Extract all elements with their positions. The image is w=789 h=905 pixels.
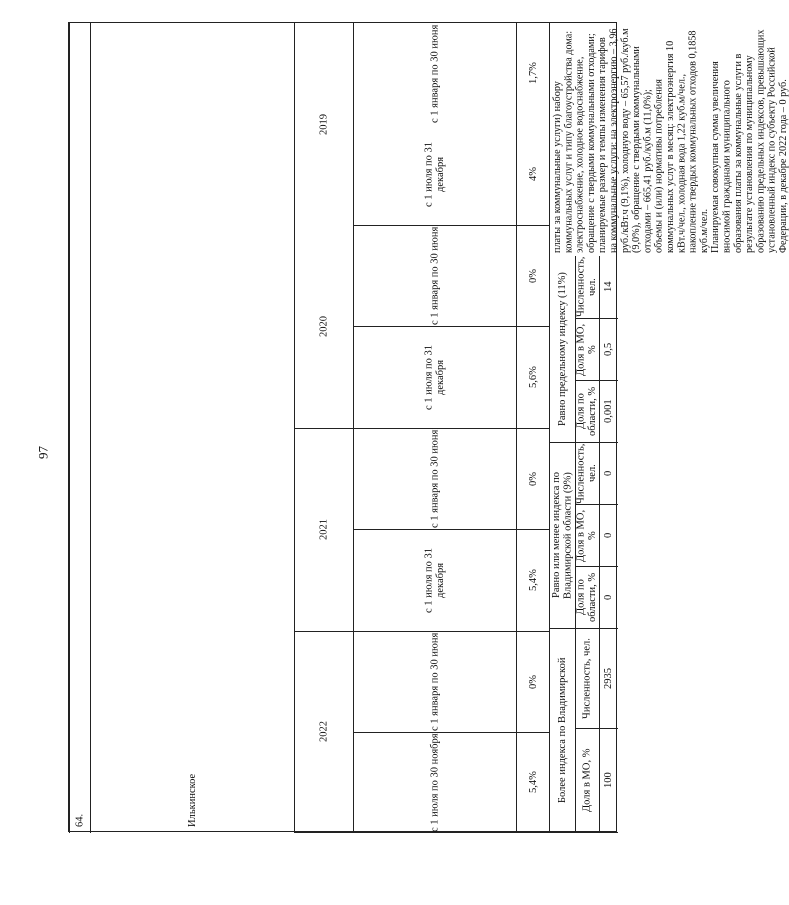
period-dates: с 1 июля по 30 ноября — [353, 733, 516, 833]
period-dates: с 1 января по 30 июня — [353, 23, 516, 124]
description-paragraph: платы за коммунальные услуги) набору коммунальных услуг и типу благоустройства дома: электроснабжение, холодное водоснабжение, обращение с твердыми коммунальными отходами; — [552, 30, 597, 253]
settlement-name: Илькинское — [90, 23, 294, 833]
column-rule — [549, 23, 550, 833]
page-number: 97 — [35, 446, 51, 460]
tariff-table — [68, 22, 789, 832]
column-rule — [599, 256, 600, 833]
year-cell-2020: 2020 — [294, 226, 353, 429]
period-dates: с 1 января по 30 июня — [353, 226, 516, 327]
year-cell-2019: 2019 — [294, 23, 353, 226]
metric-value: 0 — [599, 567, 618, 629]
metric-label: Численность, чел. — [575, 256, 598, 318]
description-paragraph: объемы и (или) нормативы потребления коммунальных услуг в месяц: электроэнергия 10 кВт.ч/чел., холодная вода 1,22 куб.м/чел., накопление твердых коммунальных отходов 0,1858 куб.м/чел. — [653, 30, 710, 253]
metric-value: 0 — [599, 443, 618, 505]
period-dates: с 1 января по 30 июня — [353, 632, 516, 733]
metric-label: Доля в МО, % — [575, 505, 599, 567]
metric-value: 0,001 — [599, 381, 618, 443]
metric-label: Численность, чел. — [575, 629, 599, 729]
column-rule — [575, 256, 576, 833]
metric-value: 0,5 — [599, 319, 618, 381]
metric-label: Доля по области, % — [575, 567, 599, 629]
metric-label: Доля в МО, % — [575, 319, 599, 381]
row-index: 64. — [69, 23, 90, 833]
index-value: 5,4% — [516, 530, 550, 632]
index-value: 0% — [516, 429, 550, 530]
metric-value: 0 — [599, 505, 618, 567]
description-paragraph: планируемые размер и темпы изменения тарифов на коммунальные услуги: на электроэнергию – 3,96 руб./кВт.ч (9,1%), холодную воду – 65,57 руб./куб.м (9,0%), обращение с твердыми коммунальными отходами – 665,41 руб./куб.м (11,0%); — [597, 28, 654, 253]
period-dates: с 1 июля по 31 декабря — [353, 327, 516, 429]
metric-label: Доля в МО, % — [575, 729, 599, 833]
index-value: 4% — [516, 124, 550, 226]
index-value: 5,6% — [516, 327, 550, 429]
description-paragraph: Планируемая совокупная сумма увеличения вносимой гражданами муниципального образования платы за коммунальные услуги в результате установления по муниципальному образованию предельных индексов, превышающих установленный индекс по субъекту Российской Федерации, в декабре 2022 года – 0 руб. — [710, 29, 789, 253]
description-text — [550, 23, 789, 256]
metric-label: Численность, чел. — [575, 443, 598, 504]
year-cell-2022: 2022 — [294, 632, 353, 833]
period-dates: с 1 июля по 31 декабря — [353, 124, 516, 226]
index-value: 1,7% — [516, 23, 550, 124]
index-value: 0% — [516, 632, 550, 733]
metric-value: 14 — [599, 256, 618, 319]
group-label: Равно или менее индекса по Владимирской области (9%) — [550, 443, 575, 629]
metric-label: Доля по области, % — [575, 381, 599, 443]
index-value: 0% — [516, 226, 550, 327]
metric-value: 2935 — [599, 629, 618, 729]
year-cell-2021: 2021 — [294, 429, 353, 632]
group-label: Равно предельному индексу (11%) — [550, 256, 575, 443]
period-dates: с 1 июля по 31 декабря — [353, 530, 516, 632]
group-label: Более индекса по Владимирской — [550, 629, 575, 833]
metric-value: 100 — [599, 729, 618, 833]
period-dates: с 1 января по 30 июня — [353, 429, 516, 530]
index-value: 5,4% — [516, 733, 550, 833]
